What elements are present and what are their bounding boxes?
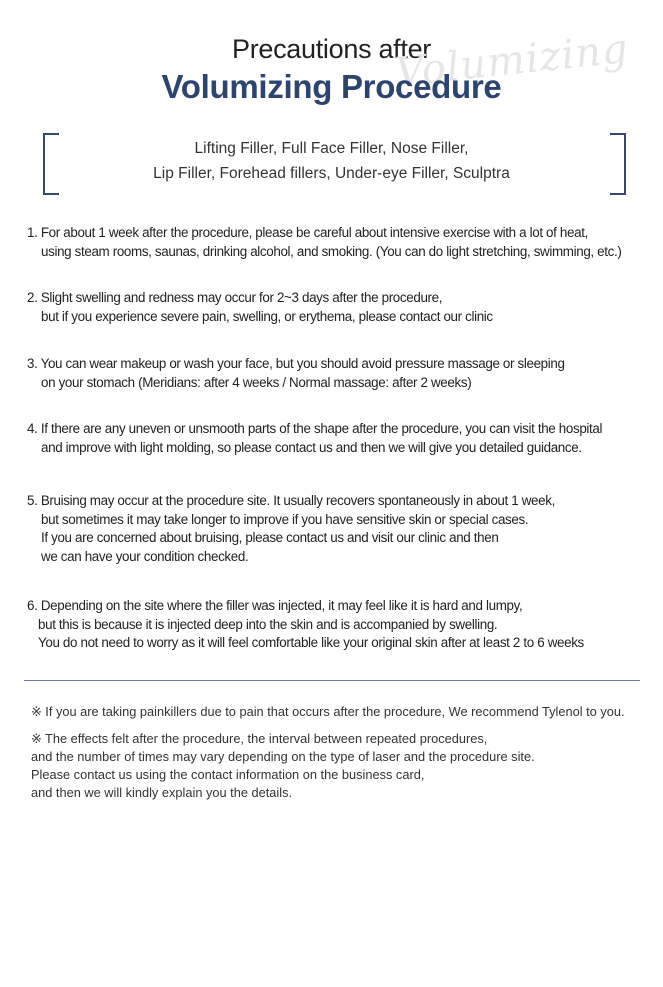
precaution-item-1 bbox=[27, 224, 652, 261]
note-text: and the number of times may vary depending on the type of laser and the procedure site. bbox=[31, 749, 535, 764]
precaution-text: 4. If there are any uneven or unsmooth parts of the shape after the procedure, you can visit the hospital bbox=[27, 421, 603, 436]
precaution-text: but sometimes it may take longer to improve if you have sensitive skin or special cases. bbox=[41, 511, 529, 527]
precaution-item-5 bbox=[27, 492, 652, 566]
precaution-text: 5. Bruising may occur at the procedure site. It usually recovers spontaneously in about 1 week, bbox=[27, 493, 555, 508]
note-painkillers bbox=[31, 703, 651, 721]
precaution-text: we can have your condition checked. bbox=[41, 548, 249, 564]
precaution-item-4 bbox=[27, 420, 652, 457]
decorative-script-watermark: Volumizing bbox=[393, 25, 631, 97]
precaution-text: You do not need to worry as it will feel comfortable like your original skin after at least 2 to 6 weeks bbox=[38, 635, 584, 650]
precaution-text: using steam rooms, saunas, drinking alcohol, and smoking. (You can do light stretching, swimming, etc.) bbox=[41, 243, 622, 259]
note-effects bbox=[31, 730, 651, 802]
note-text: Please contact us using the contact information on the business card, bbox=[31, 767, 425, 782]
precaution-item-2 bbox=[27, 289, 652, 326]
note-text: ※ If you are taking painkillers due to pain that occurs after the procedure, We recommend Tylenol to you. bbox=[31, 704, 625, 719]
precaution-text: on your stomach (Meridians: after 4 weeks / Normal massage: after 2 weeks) bbox=[41, 374, 472, 390]
precaution-item-3 bbox=[27, 355, 652, 392]
precaution-text: and improve with light molding, so please contact us and then we will give you detailed guidance. bbox=[41, 439, 582, 455]
subtitle-line1: Lifting Filler, Full Face Filler, Nose Filler, bbox=[194, 140, 469, 157]
precaution-text: 6. Depending on the site where the filler was injected, it may feel like it is hard and lumpy, bbox=[27, 598, 523, 613]
precaution-text: 3. You can wear makeup or wash your face, but you should avoid pressure massage or sleeping bbox=[27, 356, 565, 371]
page-title-line2: Volumizing Procedure bbox=[161, 68, 502, 105]
note-text: and then we will kindly explain you the details. bbox=[31, 785, 293, 800]
note-text: ※ The effects felt after the procedure, the interval between repeated procedures, bbox=[31, 731, 488, 746]
precaution-text: but if you experience severe pain, swelling, or erythema, please contact our clinic bbox=[41, 308, 493, 324]
subtitle-line2: Lip Filler, Forehead fillers, Under-eye Filler, Sculptra bbox=[153, 165, 510, 182]
precaution-text: 1. For about 1 week after the procedure, please be careful about intensive exercise with a lot of heat, bbox=[27, 225, 588, 240]
precaution-text: 2. Slight swelling and redness may occur for 2~3 days after the procedure, bbox=[27, 290, 443, 305]
section-divider bbox=[24, 680, 640, 681]
precaution-text: If you are concerned about bruising, please contact us and visit our clinic and then bbox=[41, 530, 499, 545]
precaution-text: but this is because it is injected deep into the skin and is accompanied by swelling. bbox=[38, 616, 498, 632]
page-title-line1: Precautions after bbox=[231, 34, 431, 64]
precaution-item-6 bbox=[27, 597, 652, 653]
